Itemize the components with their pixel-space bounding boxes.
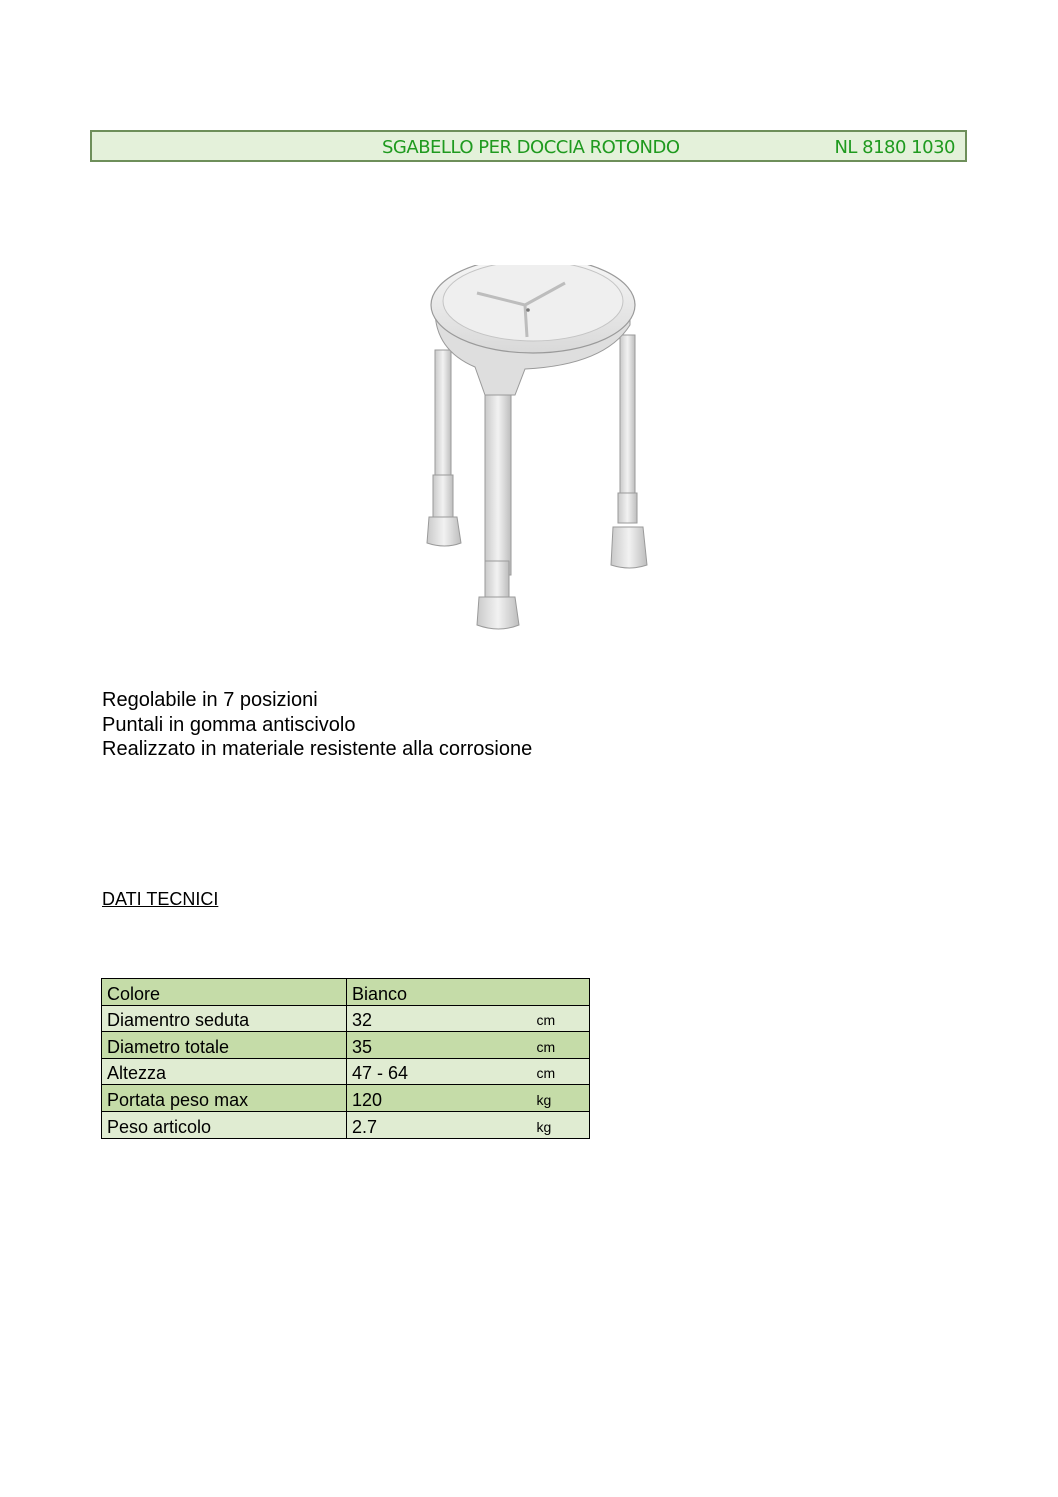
spec-label: Colore [102,979,347,1006]
spec-label: Diamentro seduta [102,1005,347,1032]
table-row [102,979,590,1006]
header-bar [90,130,967,162]
table-row [102,1032,590,1059]
spec-value: 120 [347,1085,530,1112]
spec-unit: cm [530,1058,590,1085]
spec-label: Portata peso max [102,1085,347,1112]
leg-front [477,385,519,629]
spec-value: 32 [347,1005,530,1032]
table-row [102,1005,590,1032]
spec-unit: kg [530,1085,590,1112]
spec-label: Diametro totale [102,1032,347,1059]
seat [431,265,635,395]
table-row [102,1085,590,1112]
spec-label: Peso articolo [102,1111,347,1138]
specs-table [101,978,590,1139]
spec-value: 35 [347,1032,530,1059]
section-title: DATI TECNICI [102,889,219,909]
spec-unit: cm [530,1005,590,1032]
table-row [102,1111,590,1138]
feature-item: Realizzato in materiale resistente alla corrosione [102,738,533,760]
table-row [102,1058,590,1085]
feature-item: Regolabile in 7 posizioni [102,689,318,711]
leg-back-right [611,335,647,568]
spec-label: Altezza [102,1058,347,1085]
leg-left [427,350,461,546]
spec-value: 2.7 [347,1111,530,1138]
spec-value: Bianco [347,979,530,1006]
shower-stool-image [415,265,665,635]
product-code: NL 8180 1030 [834,137,955,158]
product-title: SGABELLO PER DOCCIA ROTONDO [382,137,680,158]
spec-unit: kg [530,1111,590,1138]
feature-item: Puntali in gomma antiscivolo [102,713,356,736]
feature-list [102,688,532,762]
spec-value: 47 - 64 [347,1058,530,1085]
spec-unit [530,979,590,1006]
spec-unit: cm [530,1032,590,1059]
